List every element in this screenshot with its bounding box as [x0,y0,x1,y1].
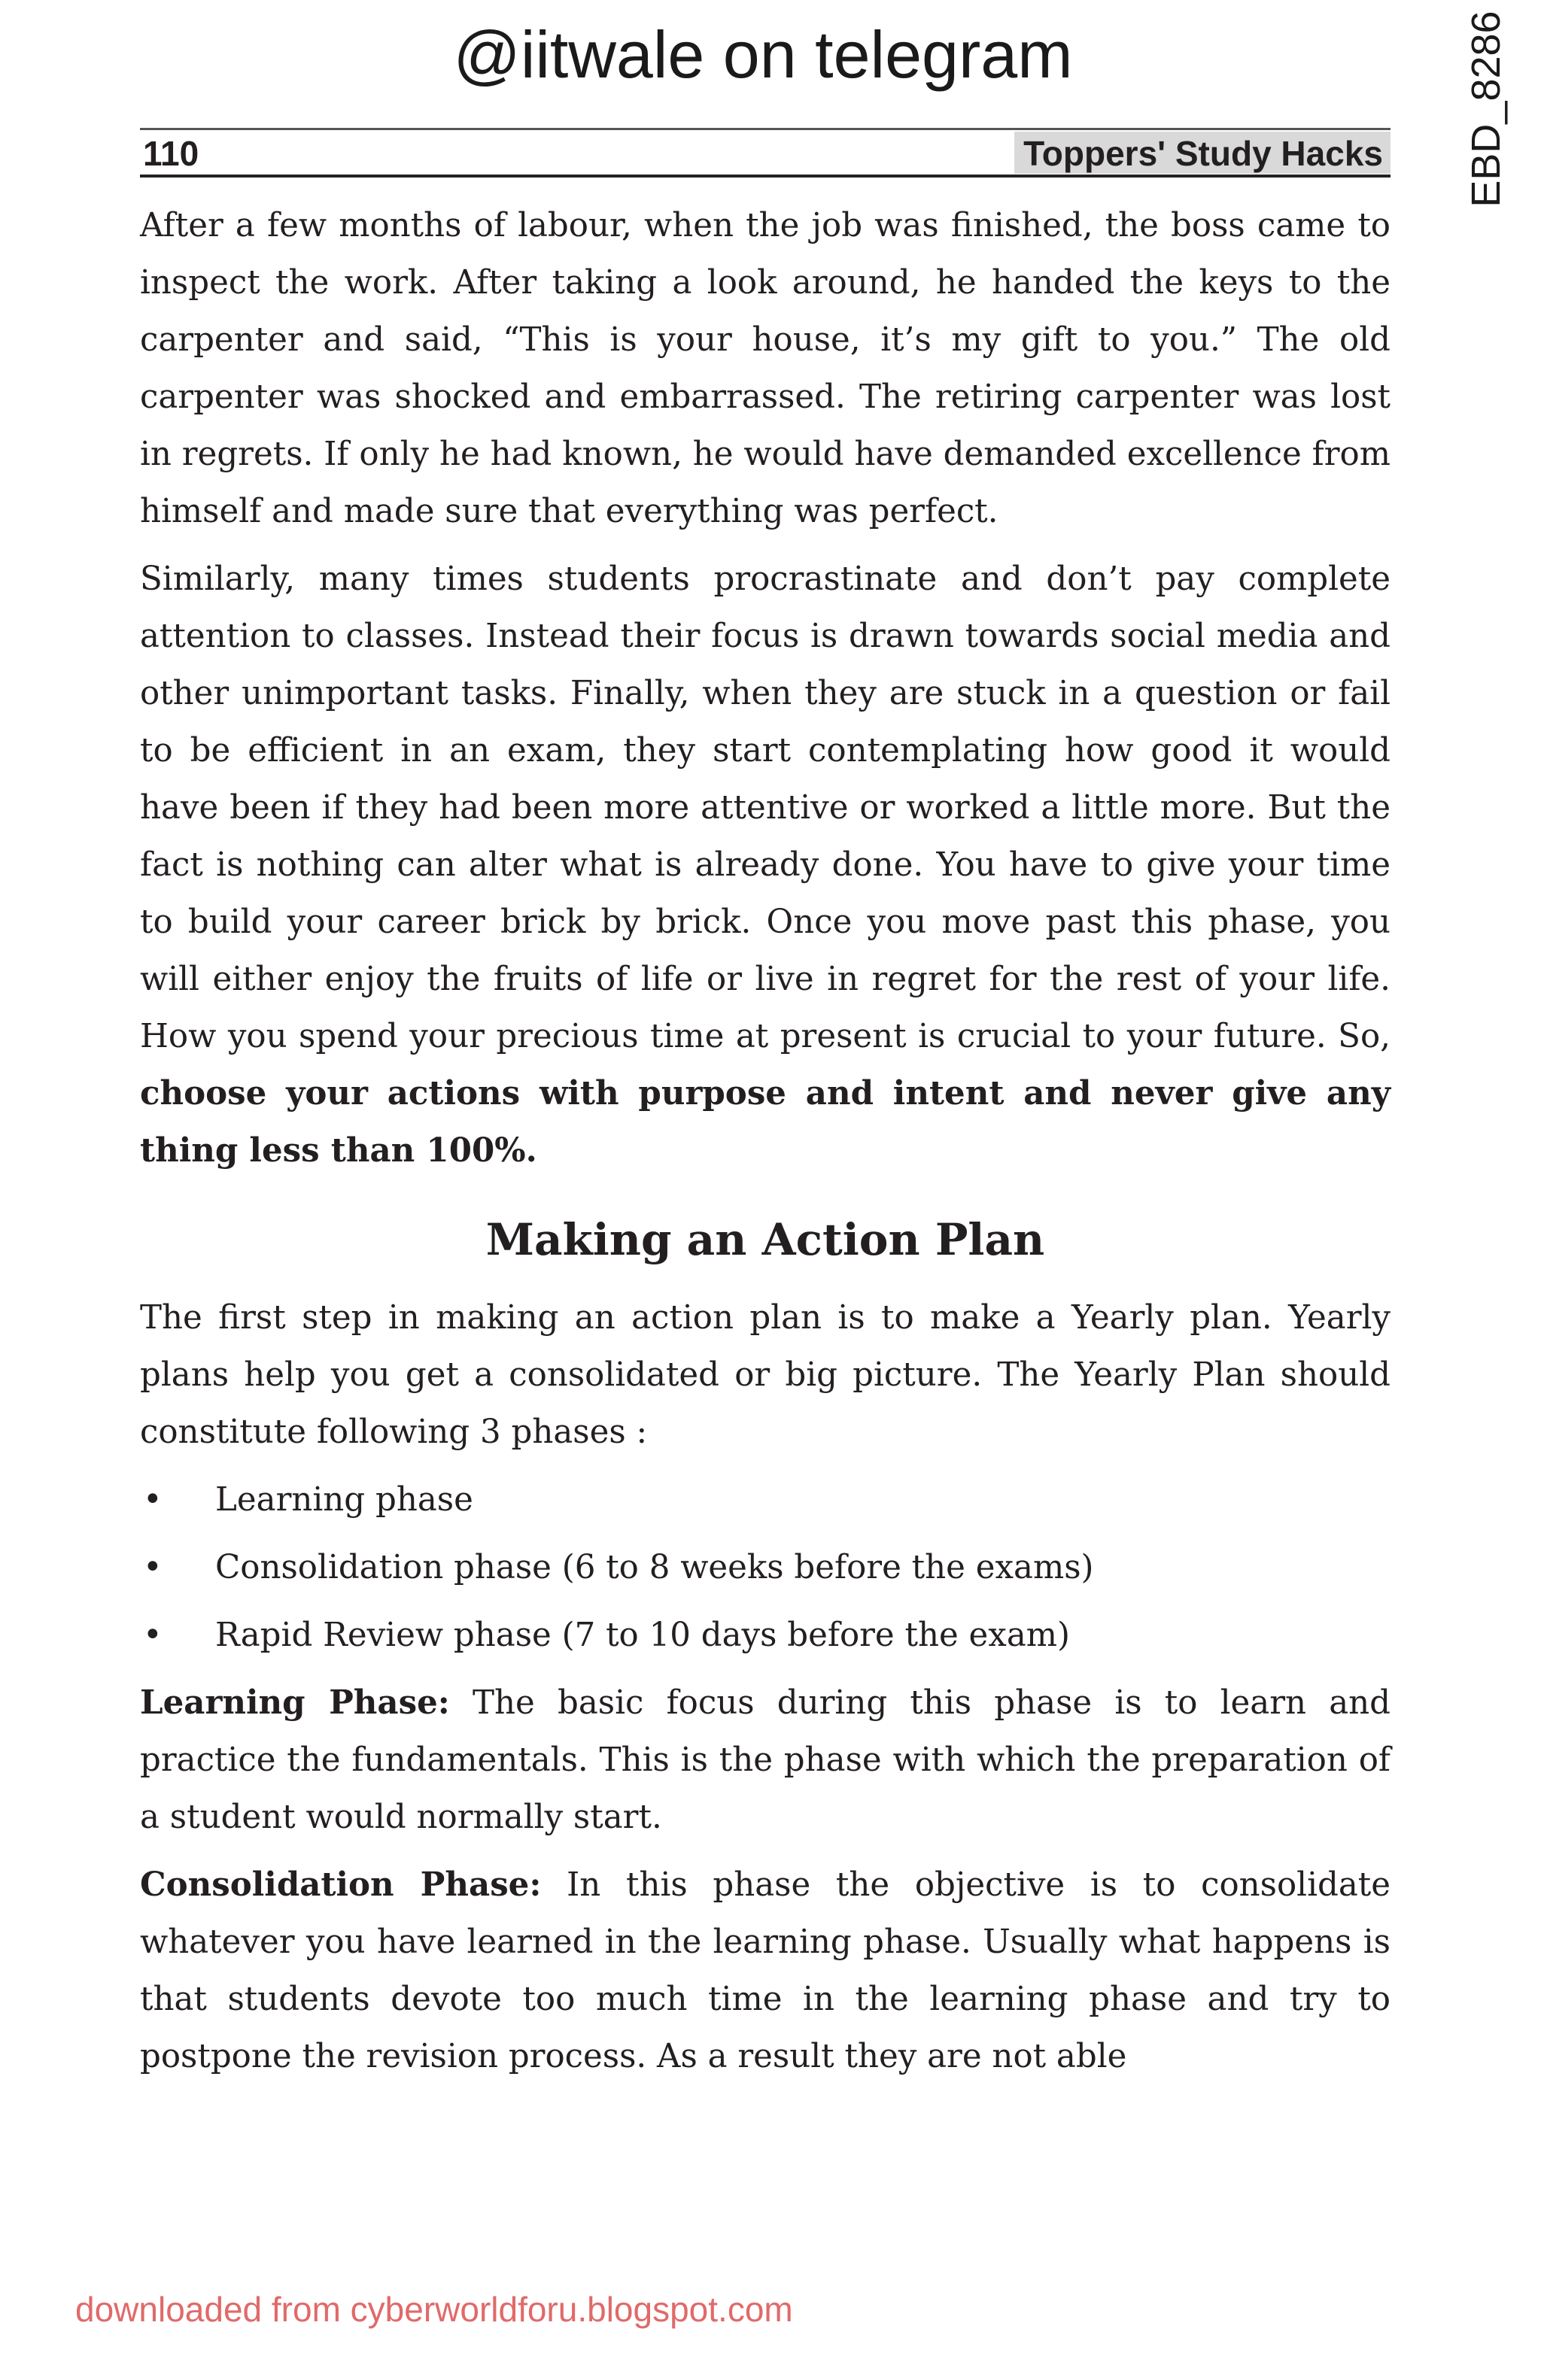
page-number: 110 [143,134,199,173]
bullet-icon: • [143,1617,163,1654]
list-item-text: Learning phase [215,1481,473,1519]
running-header [140,128,1391,178]
telegram-watermark: @iitwale on telegram [453,17,1073,92]
paragraph-procrastination [140,551,1391,1179]
paragraph-procrastination-emphasis: choose your actions with purpose and intent and never give any thing less than 100%. [140,1074,1391,1170]
bullet-icon: • [143,1549,163,1586]
phase-list [140,1471,1391,1664]
learning-phase-term: Learning Phase: [140,1683,450,1722]
running-title: Toppers' Study Hacks [1014,132,1391,174]
list-item-text: Rapid Review phase (7 to 10 days before the exam) [215,1617,1070,1654]
list-item [140,1539,1391,1596]
learning-phase-text: The basic focus during this phase is to learn and practice the fundamentals. This is the phase with which the preparation of a student would normally start. [140,1684,1391,1836]
section-heading: Making an Action Plan [485,1214,1045,1265]
side-book-code [1445,8,1527,211]
page-body [140,197,1391,2096]
consolidation-phase-text: In this phase the objective is to consolidate whatever you have learned in the learning phase. Usually what happens is that students devote too much time in the learning phase and try to postpone the revision process. As a result they are not able [140,1866,1391,2075]
list-item [140,1471,1391,1528]
list-item [140,1607,1391,1664]
paragraph-procrastination-text: Similarly, many times students procrastinate and don’t pay complete attention to classes. Instead their focus is drawn towards social media and other unimportant tasks. Finally, when they are stuck in a question or fail to be efficient in an exam, they start contemplating how good it would have been if they had been more attentive or worked a little more. But the fact is nothing can alter what is already done. You have to give your time to build your career brick by brick. Once you move past this phase, you will either enjoy the fruits of life or live in regret for the rest of your life. How you spend your precious time at present is crucial to your future. So, [140,560,1391,1055]
paragraph-carpenter-story: After a few months of labour, when the job was finished, the boss came to inspect the work. After taking a look around, he handed the keys to the carpenter and said, “This is your house, it’s my gift to you.” The old carpenter was shocked and embarrassed. The retiring carpenter was lost in regrets. If only he had known, he would have demanded excellence from himself and made sure that everything was perfect. [140,207,1391,530]
side-book-code-text: EBD_8286 [1463,11,1509,208]
paragraph-yearly-plan: The first step in making an action plan is to make a Yearly plan. Yearly plans help you get a consolidated or big picture. The Yearly Plan should constitute following 3 phases : [140,1299,1391,1451]
consolidation-phase-term: Consolidation Phase: [140,1865,542,1904]
bullet-icon: • [143,1481,163,1519]
download-source-watermark: downloaded from cyberworldforu.blogspot.com [75,2290,793,2329]
list-item-text: Consolidation phase (6 to 8 weeks before the exams) [215,1549,1094,1586]
paragraph-consolidation-phase [140,1856,1391,2085]
paragraph-learning-phase [140,1674,1391,1846]
